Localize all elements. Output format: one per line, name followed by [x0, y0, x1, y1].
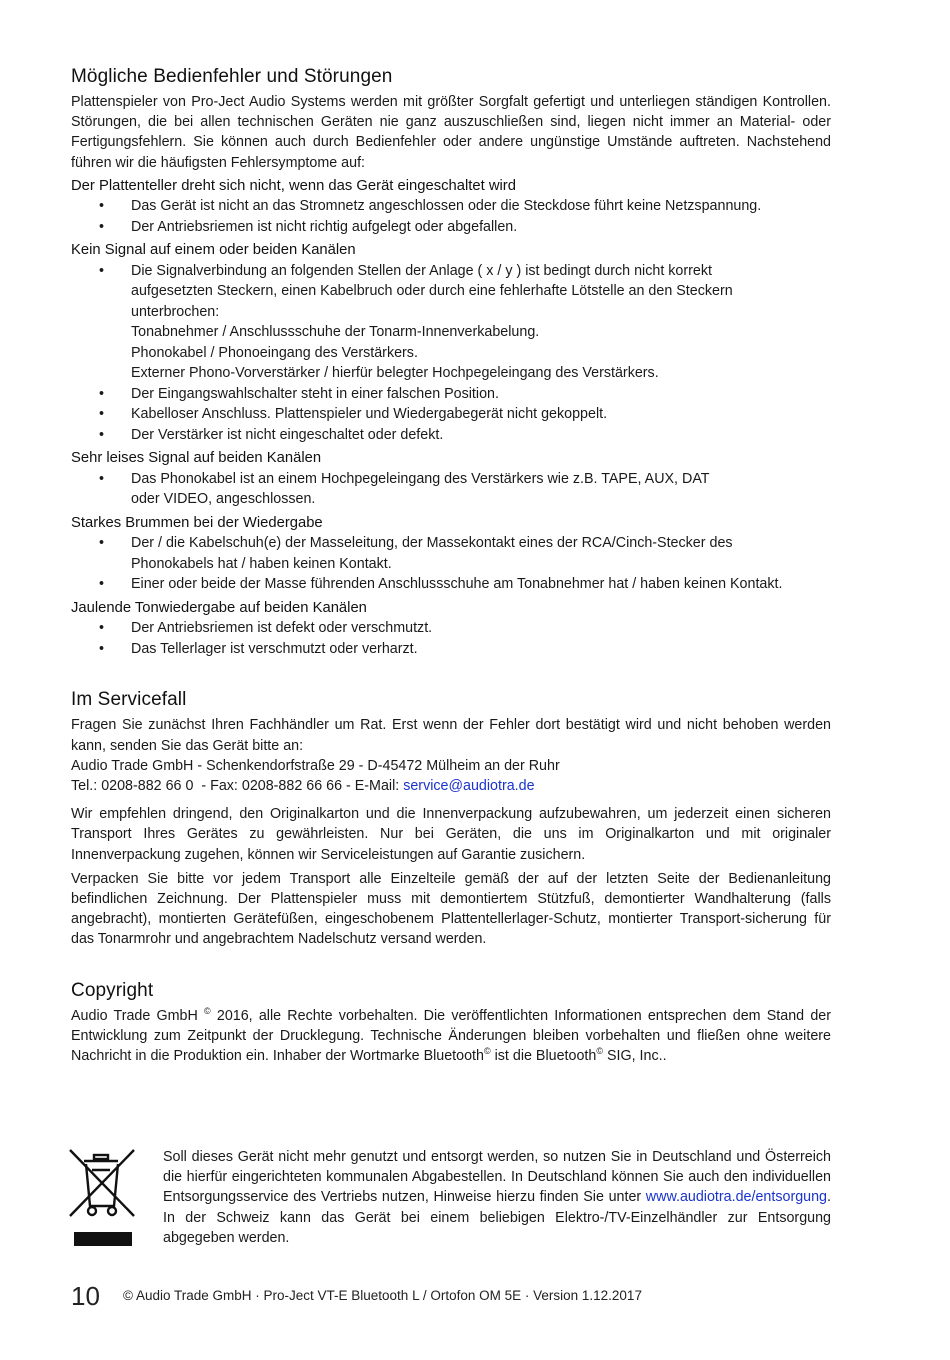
bullet-icon: • [99, 576, 105, 593]
fault-list-platter [71, 196, 831, 237]
fault-heading-hum: Starkes Brummen bei der Wiedergabe [71, 514, 323, 531]
disposal-link[interactable]: www.audiotra.de/entsorgung [645, 1189, 828, 1206]
service-intro: Fragen Sie zunächst Ihren Fachhändler um Rat. Erst wenn der Fehler dort bestätigt wird und nicht behoben werden kann, senden Sie das Gerät bitte an: [71, 717, 831, 754]
fault-heading-wow: Jaulende Tonwiedergabe auf beiden Kanälen [71, 599, 367, 616]
fault-list-quiet-signal [71, 469, 831, 510]
fault-list-no-signal [71, 261, 831, 446]
disposal-note: Soll dieses Gerät nicht mehr genutzt und entsorgt werden, so nutzen Sie in Deutschland und Österreich die hierfür eingerichteten kommunalen Abgabestellen. In Deutschland können Sie auch den individuellen Entsorgungsservice des Vertriebs nutzen, Hinweise hierzu finden Sie unter www.audiotra.de/entsorgung. In der Schweiz kann das Gerät bei einem beliebigen Elektro-/TV-Einzelhändler zur Entsorgung abgegeben werden. [163, 1149, 831, 1246]
list-item: • Das Phonokabel ist an einem Hochpegeleingang des Verstärkers wie z.B. TAPE, AUX, DAT oder VIDEO, angeschlossen. [99, 470, 710, 508]
list-item: • Der Eingangswahlschalter steht in einer falschen Position. [71, 384, 831, 405]
list-item: • Der Verstärker ist nicht eingeschaltet oder defekt. [71, 425, 831, 446]
document-body [71, 66, 831, 1066]
list-item: • Die Signalverbindung an folgenden Stellen der Anlage ( x / y ) ist bedingt durch nicht korrekt aufgesetzten Steckern, einen Kabelbruch oder durch eine fehlerhafte Lötstelle an den Steckern unterbrochen: Tonabnehmer / Anschlussschuhe der Tonarm-Innenverkabelung. Phonokabel / Phonoeingang des Verstärkers. Externer Phono-Vorverstärker / hierfür belegter Hochpegeleingang des Verstärkers. [99, 262, 733, 382]
bullet-icon: • [99, 198, 105, 215]
bullet-icon: • [99, 385, 105, 402]
bullet-icon: • [99, 218, 105, 235]
bullet-icon: • [99, 640, 105, 657]
list-item: • Einer oder beide der Masse führenden Anschlussschuhe am Tonabnehmer hat / haben keinen Kontakt. [71, 574, 831, 595]
list-item: • Kabelloser Anschluss. Plattenspieler und Wiedergabegerät nicht gekoppelt. [71, 404, 831, 425]
weee-disposal-icon [68, 1146, 136, 1250]
fault-list-wow [71, 618, 831, 659]
list-item: • Das Gerät ist nicht an das Stromnetz angeschlossen oder die Steckdose führt keine Netzspannung. [71, 196, 831, 217]
service-packaging-note: Wir empfehlen dringend, den Originalkarton und die Innenverpackung aufzubewahren, um jederzeit einen sicheren Transport Ihres Gerätes zu gewährleisten. Nur bei Geräten, die uns im Originalkarton und mit originaler Innenverpackung zugehen, können wir Serviceleistungen auf Garantie zusichern. [71, 806, 831, 863]
service-email-link[interactable]: service@audiotra.de [403, 777, 535, 794]
section-title-service: Im Servicefall [71, 689, 187, 711]
bullet-icon: • [99, 470, 105, 487]
service-transport-note: Verpacken Sie bitte vor jedem Transport alle Einzelteile gemäß der auf der letzten Seite der Bedienanleitung befindlichen Zeichnung. Der Plattenspieler muss mit demontiertem Stützfuß, demontierter Wandhalterung (falls angebracht), montierten Gerätefüßen, eingeschobenem Plattentellerlager-Schutz, montierter Transport-sicherung für das Tonarmrohr und angebrachtem Nadelschutz versand werden. [71, 870, 831, 948]
bullet-icon: • [99, 620, 105, 637]
section-title-troubleshooting: Mögliche Bedienfehler und Störungen [71, 66, 393, 87]
list-item: • Der Antriebsriemen ist nicht richtig aufgelegt oder abgefallen. [71, 217, 831, 238]
fault-list-hum [71, 533, 831, 595]
page-number: 10 [71, 1281, 100, 1311]
copyright-text: Audio Trade GmbH © 2016, alle Rechte vorbehalten. Die veröffentlichten Informationen entsprechen dem Stand der Entwicklung zum Zeitpunkt der Drucklegung. Technische Änderungen bleiben vorbehalten und fließen ohne weitere Nachricht in die Produktion ein. Inhaber der Wortmarke Bluetooth© ist die Bluetooth© SIG, Inc.. [71, 1005, 831, 1064]
service-address: Audio Trade GmbH - Schenkendorfstraße 29 - D-45472 Mülheim an der Ruhr [71, 757, 560, 774]
list-item: • Der Antriebsriemen ist defekt oder verschmutzt. [71, 618, 831, 639]
fault-heading-no-signal: Kein Signal auf einem oder beiden Kanälen [71, 242, 356, 259]
section-title-copyright: Copyright [71, 979, 154, 1001]
bullet-icon: • [99, 426, 105, 443]
bullet-icon: • [99, 406, 105, 423]
list-item: • Das Tellerlager ist verschmutzt oder verharzt. [71, 639, 831, 660]
list-item: • Der / die Kabelschuh(e) der Masseleitung, der Massekontakt eines der RCA/Cinch-Stecker des Phonokabels hat / haben keinen Kontakt. [99, 535, 733, 572]
page-footer [71, 1281, 831, 1313]
bullet-icon: • [99, 262, 105, 279]
footer-text: © Audio Trade GmbH · Pro-Ject VT-E Bluetooth L / Ortofon OM 5E · Version 1.12.2017 [123, 1288, 642, 1303]
service-contact: Tel.: 0208-882 66 0 - Fax: 0208-882 66 66 - E-Mail: service@audiotra.de [71, 777, 535, 794]
troubleshooting-intro: Plattenspieler von Pro-Ject Audio Systems werden mit größter Sorgfalt gefertigt und unterliegen ständigen Kontrollen. Störungen, die bei allen technischen Geräten nie ganz auszuschließen sind, liegen nicht immer an Material- oder Fertigungsfehlern. Sie können auch durch Bedienfehler oder andere ungünstige Umstände auftreten. Nachstehend führen wir die häufigsten Fehlersymptome auf: [71, 94, 831, 171]
bullet-icon: • [99, 535, 105, 552]
fault-heading-quiet-signal: Sehr leises Signal auf beiden Kanälen [71, 450, 322, 467]
fault-heading-platter: Der Plattenteller dreht sich nicht, wenn das Gerät eingeschaltet wird [71, 177, 516, 194]
